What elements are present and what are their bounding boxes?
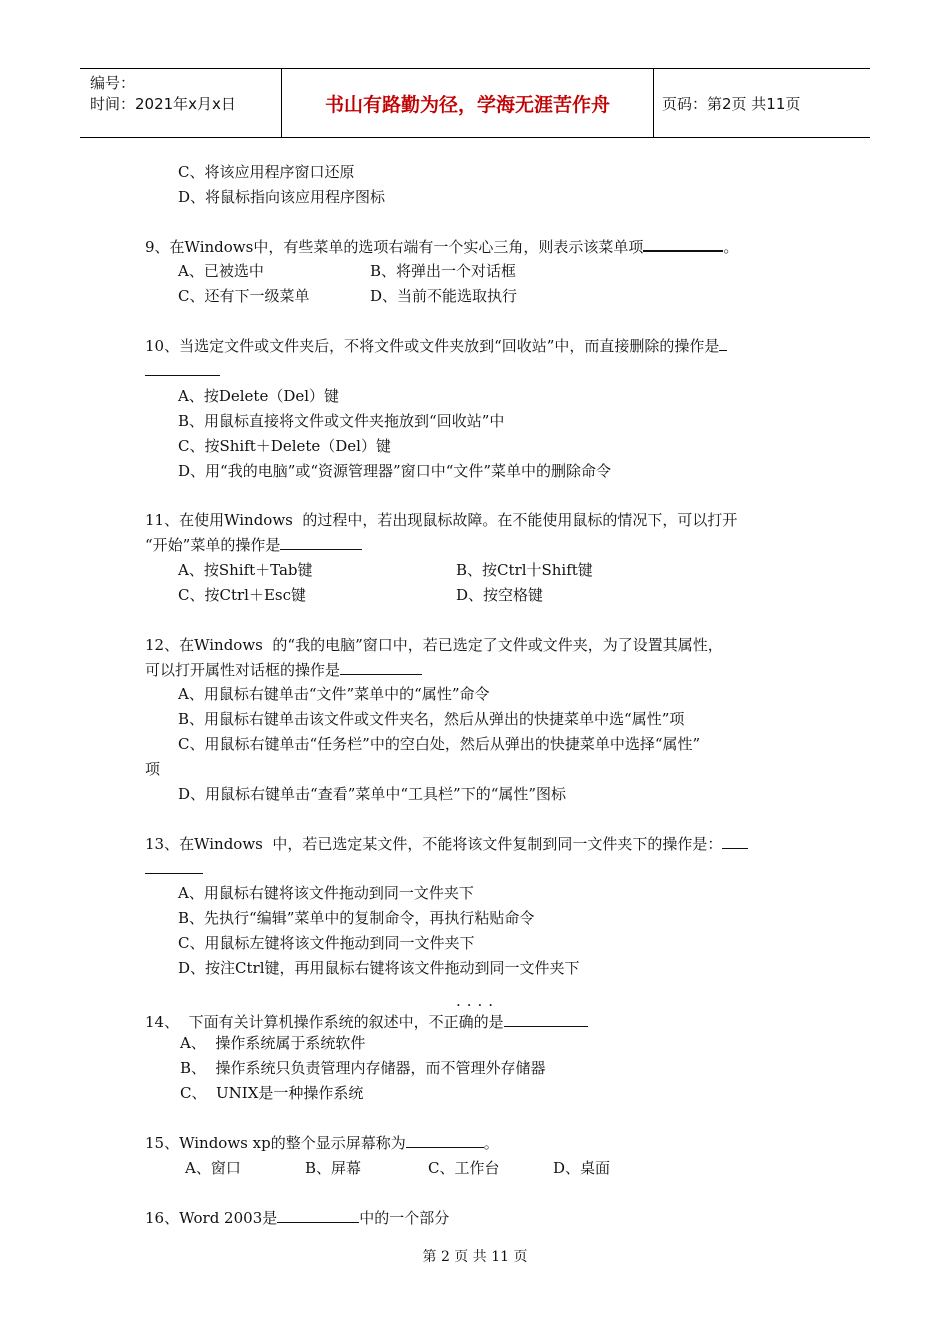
q11-option-b: B、按Ctrl十Shift键 — [456, 561, 593, 579]
question-11: 11、在使用Windows 的过程中，若出现鼠标故障。在不能使用鼠标的情况下，可以打开 — [145, 511, 738, 529]
q8-option-c: C、将该应用程序窗口还原 — [178, 163, 355, 181]
question-11-cont — [145, 535, 362, 555]
q11-option-d: D、按空格键 — [456, 586, 544, 604]
q13-blank-line — [145, 859, 203, 879]
q11-option-a: A、按Shift＋Tab键 — [178, 561, 313, 579]
q12-option-d: D、用鼠标右键单击“查看”菜单中“工具栏”下的“属性”图标 — [178, 785, 567, 803]
q12-option-a: A、用鼠标右键单击“文件”菜单中的“属性”命令 — [178, 685, 490, 703]
page-footer: 第 2 页 共 11 页 — [422, 1249, 528, 1265]
header-motto: 书山有路勤为径，学海无涯苦作舟 — [282, 69, 654, 137]
question-16 — [145, 1208, 449, 1228]
q10-option-b: B、用鼠标直接将文件或文件夹拖放到“回收站”中 — [178, 412, 505, 430]
question-12: 12、在Windows 的“我的电脑”窗口中，若已选定了文件或文件夹，为了设置其属性， — [145, 636, 723, 654]
answer-blank — [406, 1133, 484, 1148]
q11-option-c: C、按Ctrl＋Esc键 — [178, 586, 306, 604]
answer-blank — [280, 535, 362, 550]
q15-stem: 15、Windows xp的整个显示屏幕称为 — [145, 1134, 406, 1152]
answer-blank — [277, 1208, 359, 1223]
header-page-info: 页码：第2页 共11页 — [662, 94, 801, 113]
q10-option-c: C、按Shift＋Delete（Del）键 — [178, 437, 391, 455]
q14-option-c: C、 UNIX是一种操作系统 — [180, 1084, 364, 1102]
q10-option-a: A、按Delete（Del）键 — [178, 387, 340, 405]
q11-stem: “开始”菜单的操作是 — [145, 536, 281, 554]
time-label: 时间：2021年x月x日 — [90, 95, 236, 113]
q16-stem-end: 中的一个部分 — [359, 1209, 450, 1227]
question-13 — [145, 834, 748, 854]
q10-option-d: D、用“我的电脑”或“资源管理器”窗口中“文件”菜单中的删除命令 — [178, 462, 612, 480]
code-label: 编号： — [90, 74, 136, 92]
q9-stem: 9、在Windows中，有些菜单的选项右端有一个实心三角，则表示该菜单项 — [145, 238, 644, 256]
q15-option-d: D、桌面 — [553, 1159, 611, 1177]
question-10 — [145, 336, 727, 356]
question-15 — [145, 1133, 499, 1153]
q12-option-b: B、用鼠标右键单击该文件或文件夹名，然后从弹出的快捷菜单中选“属性”项 — [178, 710, 685, 728]
answer-blank — [643, 236, 723, 252]
q16-stem: 16、Word 2003是 — [145, 1209, 278, 1227]
q13-stem: 13、在Windows 中，若已选定某文件，不能将该文件复制到同一文件夹下的操作是： — [145, 835, 723, 853]
header-meta — [80, 69, 282, 137]
q13-option-a: A、用鼠标右键将该文件拖动到同一文件夹下 — [178, 884, 474, 902]
q15-option-a: A、窗口 — [185, 1159, 241, 1177]
q15-option-c: C、工作台 — [428, 1159, 500, 1177]
page-header — [80, 68, 870, 138]
q13-option-d: D、按注Ctrl键，再用鼠标右键将该文件拖动到同一文件夹下 — [178, 959, 580, 977]
answer-blank — [145, 859, 203, 874]
q9-stem-end: 。 — [723, 238, 739, 256]
q9-option-c: C、还有下一级菜单 — [178, 287, 310, 305]
question-12-cont — [145, 660, 422, 680]
answer-blank — [145, 361, 220, 376]
answer-blank — [340, 660, 422, 675]
q10-stem: 10、当选定文件或文件夹后，不将文件或文件夹放到“回收站”中，而直接删除的操作是 — [145, 337, 720, 355]
q12-option-c: C、用鼠标右键单击“任务栏”中的空白处，然后从弹出的快捷菜单中选择“属性” — [178, 735, 701, 753]
q12-option-c-cont: 项 — [145, 760, 161, 778]
q14-stem: 14、 下面有关计算机操作系统的叙述中，不正确的是 — [145, 1013, 504, 1031]
q12-stem: 可以打开属性对话框的操作是 — [145, 661, 341, 679]
q13-option-c: C、用鼠标左键将该文件拖动到同一文件夹下 — [178, 934, 475, 952]
q9-option-b: B、将弹出一个对话框 — [370, 262, 517, 280]
answer-blank — [504, 1012, 588, 1027]
emphasis-dots: .... — [456, 992, 500, 1010]
q9-option-a: A、已被选中 — [178, 262, 264, 280]
question-9 — [145, 236, 738, 257]
q13-option-b: B、先执行“编辑”菜单中的复制命令，再执行粘贴命令 — [178, 909, 535, 927]
q8-option-d: D、将鼠标指向该应用程序图标 — [178, 188, 386, 206]
answer-blank — [719, 336, 727, 351]
q14-option-b: B、 操作系统只负责管理内存储器，而不管理外存储器 — [180, 1059, 546, 1077]
q15-stem-end: 。 — [483, 1134, 499, 1152]
q15-option-b: B、屏幕 — [305, 1159, 362, 1177]
q14-option-a: A、 操作系统属于系统软件 — [180, 1034, 366, 1052]
answer-blank — [722, 834, 748, 849]
question-14 — [145, 1012, 588, 1032]
q9-option-d: D、当前不能选取执行 — [370, 287, 518, 305]
q10-blank-line — [145, 361, 220, 381]
